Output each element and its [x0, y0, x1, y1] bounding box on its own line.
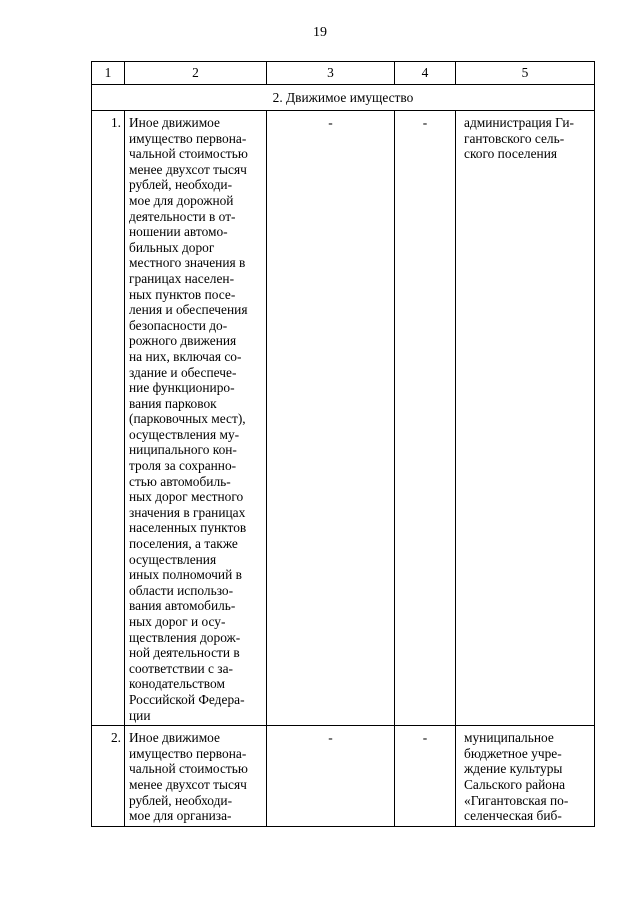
- page-number: 19: [313, 25, 327, 40]
- header-cell-4: 4: [395, 62, 456, 85]
- header-cell-1: 1: [92, 62, 125, 85]
- column-4-value: -: [395, 111, 456, 726]
- header-cell-3: 3: [267, 62, 395, 85]
- table-row: [92, 726, 595, 827]
- row-number: 2.: [92, 726, 125, 827]
- column-3-value: -: [267, 111, 395, 726]
- section-row: [92, 85, 595, 111]
- property-name: Иное движимое имущество первона- чальной стоимостью менее двухсот тысяч рублей, необходи- мое для организа-: [125, 726, 267, 827]
- table-row: [92, 111, 595, 726]
- property-table: [91, 61, 595, 827]
- table-header-row: [92, 62, 595, 85]
- column-4-value: -: [395, 726, 456, 827]
- column-3-value: -: [267, 726, 395, 827]
- property-holder: муниципальное бюджетное учре- ждение культуры Сальского района «Гигантовская по- селенческая биб-: [456, 726, 595, 827]
- header-cell-5: 5: [456, 62, 595, 85]
- property-holder: администрация Ги- гантовского сель- ского поселения: [456, 111, 595, 726]
- section-title: 2. Движимое имущество: [92, 85, 595, 111]
- row-number: 1.: [92, 111, 125, 726]
- header-cell-2: 2: [125, 62, 267, 85]
- property-name: Иное движимое имущество первона- чальной стоимостью менее двухсот тысяч рублей, необходи- мое для дорожной деятельности в от- ношении автомо- бильных дорог местного значения в границах населен- ных пунктов посе- ления и обеспечения безопасности до- рожного движения на них, включая со- здание и обеспече- ние функциониро- вания парковок (парковочных мест), осуществления му- ниципального кон- троля за сохранно- стью автомобиль- ных дорог местного значения в границах населенных пунктов поселения, а также осуществления иных полномочий в области использо- вания автомобиль- ных дорог и осу- ществления дорож- ной деятельности в соответствии с за- конодательством Российской Федера- ции: [125, 111, 267, 726]
